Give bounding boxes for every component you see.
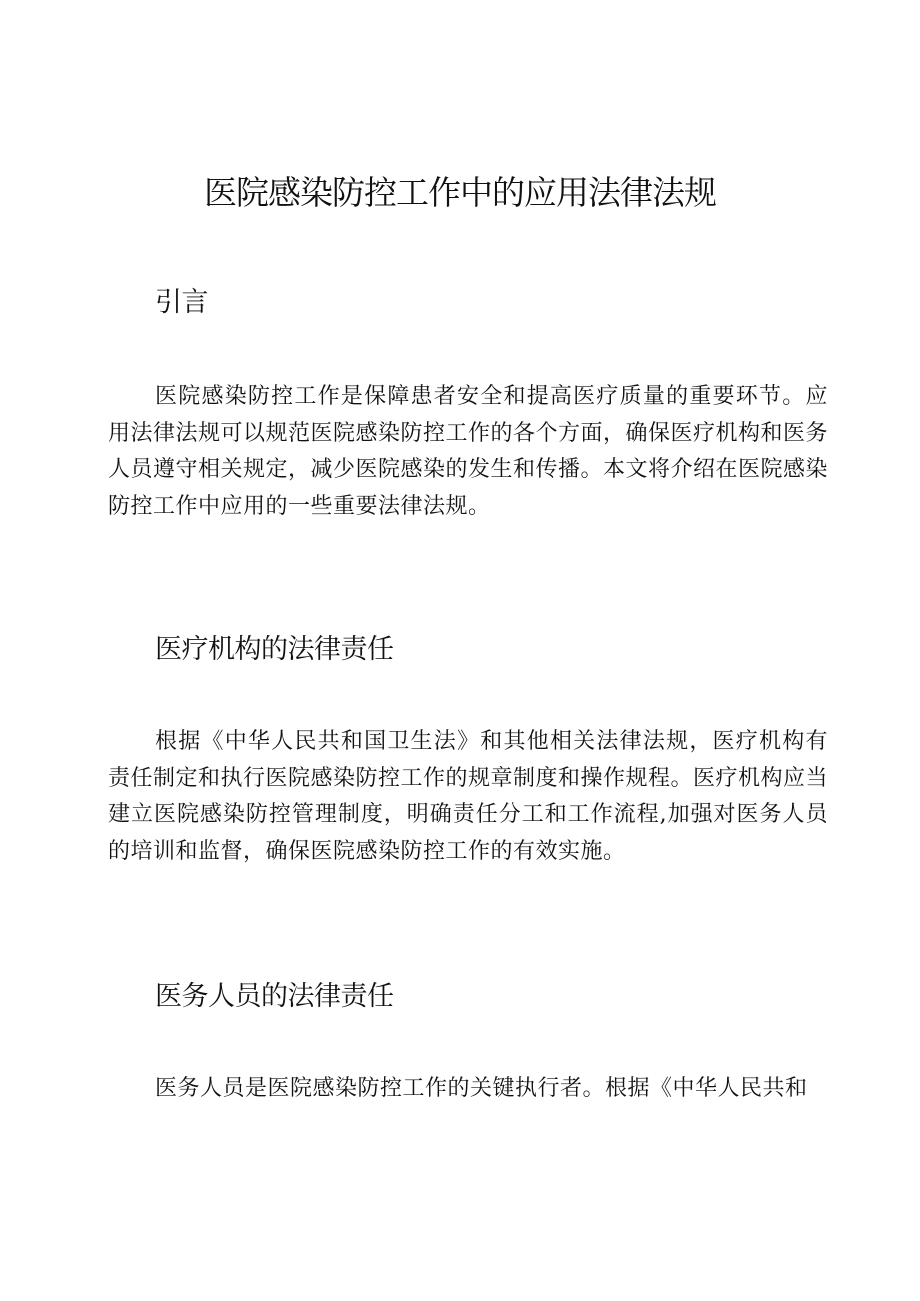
paragraph-institution-liability: 根据《中华人民共和国卫生法》和其他相关法律法规，医疗机构有责任制定和执行医院感染防控工作的规章制度和操作规程。医疗机构应当建立医院感染防控管理制度，明确责任分工和工作流程,加强对医务人员的培训和监督，确保医院感染防控工作的有效实施。 <box>108 729 829 865</box>
paragraph-staff-liability: 医务人员是医院感染防控工作的关键执行者。根据《中华人民共和 <box>155 1076 808 1101</box>
section-heading-introduction: 引言 <box>155 287 208 318</box>
section-heading-staff-liability: 医务人员的法律责任 <box>155 981 394 1012</box>
section-heading-institution-liability: 医疗机构的法律责任 <box>155 634 394 665</box>
document-title: 医院感染防控工作中的应用法律法规 <box>204 173 716 212</box>
paragraph-introduction: 医院感染防控工作是保障患者安全和提高医疗质量的重要环节。应用法律法规可以规范医院感染防控工作的各个方面，确保医疗机构和医务人员遵守相关规定，减少医院感染的发生和传播。本文将介绍在医院感染防控工作中应用的一些重要法律法规。 <box>108 384 829 520</box>
